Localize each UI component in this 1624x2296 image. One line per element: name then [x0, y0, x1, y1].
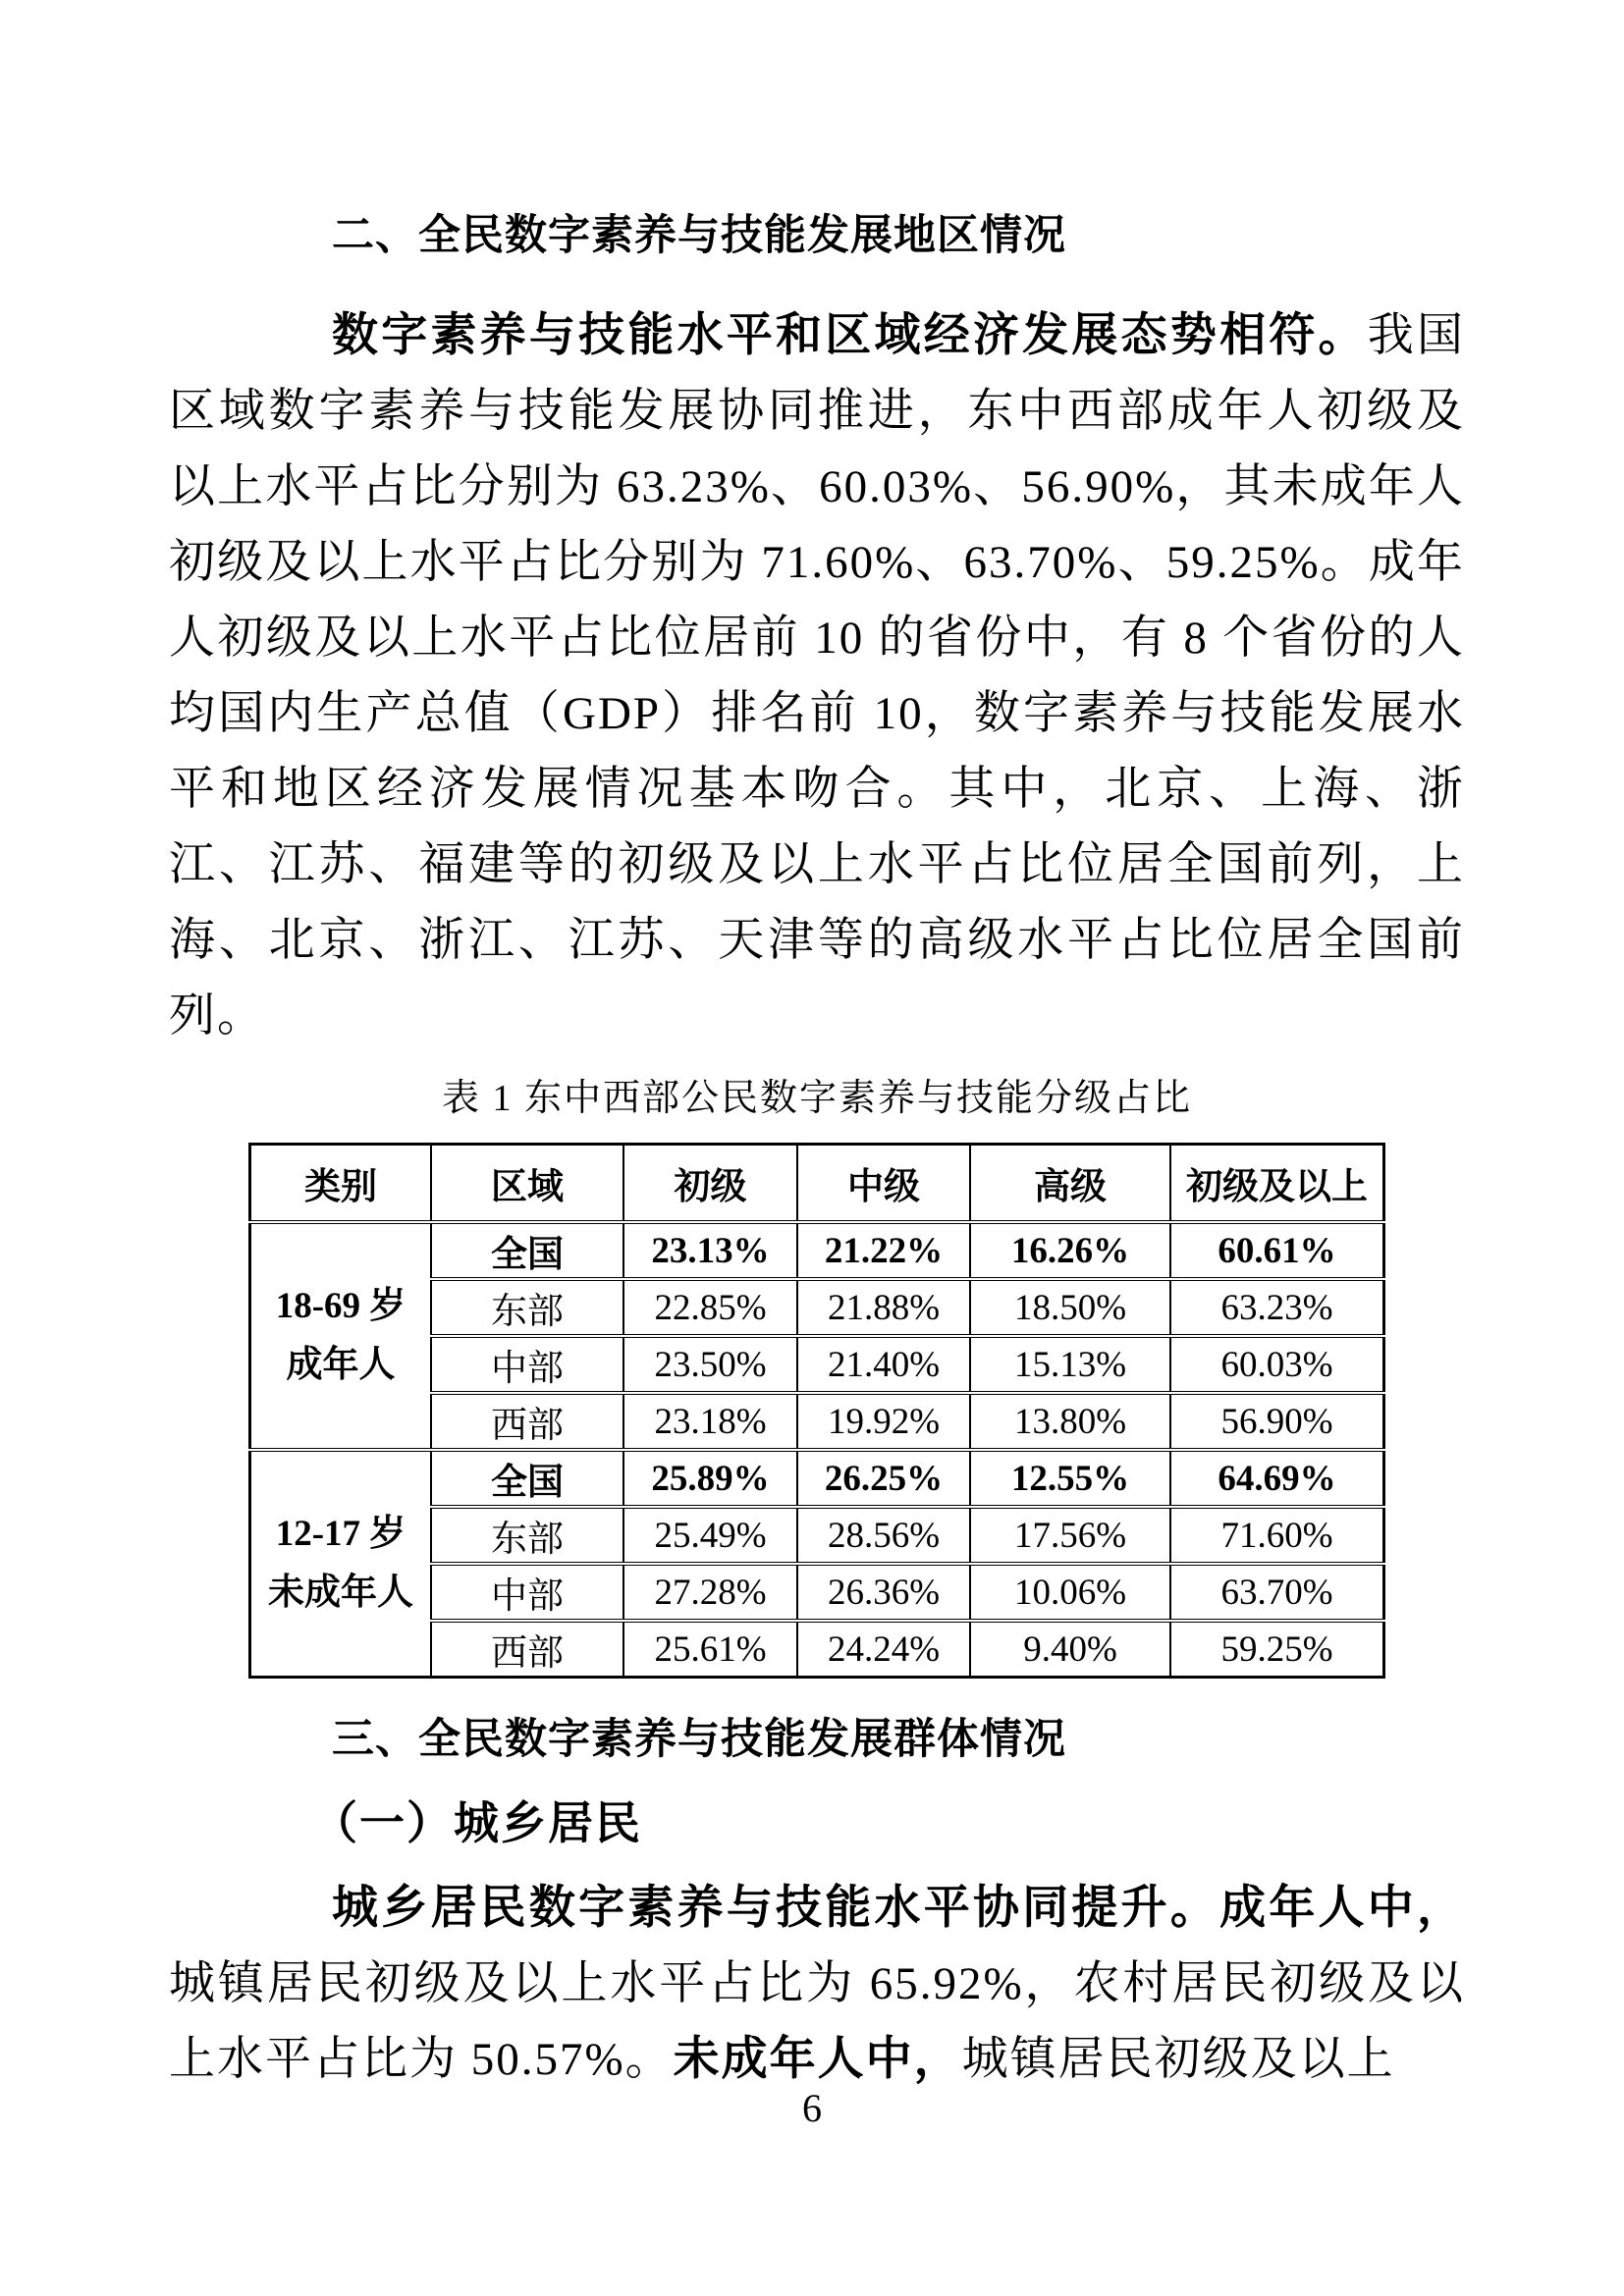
- table-header-row: [250, 1145, 1384, 1223]
- value-cell: 26.25%: [797, 1450, 970, 1507]
- section-2-paragraph: [169, 298, 1465, 1054]
- value-cell: 26.36%: [797, 1564, 970, 1621]
- value-cell: 16.26%: [970, 1222, 1170, 1279]
- value-cell: 12.55%: [970, 1450, 1170, 1507]
- page-number: 6: [802, 2086, 822, 2130]
- grade-table-body: [250, 1222, 1384, 1678]
- value-cell: 64.69%: [1170, 1450, 1384, 1507]
- section-2-paragraph-bold-lead: 数字素养与技能水平和区域经济发展态势相符。: [332, 310, 1368, 361]
- region-cell: 全国: [431, 1450, 623, 1507]
- category-cell: [250, 1450, 432, 1678]
- value-cell: 59.25%: [1170, 1621, 1384, 1678]
- value-cell: 60.03%: [1170, 1336, 1384, 1393]
- value-cell: 25.49%: [623, 1507, 797, 1564]
- value-cell: 25.89%: [623, 1450, 797, 1507]
- section-2-paragraph-text: 我国区域数字素养与技能发展协同推进，东中西部成年人初级及以上水平占比分别为 63.23%、60.03%、56.90%，其未成年人初级及以上水平占比分别为 71.60%、63.70%、59.25%。成年人初级及以上水平占比位居前 10 的省份中，有 8 个省份的人均国内生产总值（GDP）排名前 10，数字素养与技能发展水平和地区经济发展情况基本吻合。其中，北京、上海、浙江、江苏、福建等的初级及以上水平占比位居全国前列，上海、北京、浙江、江苏、天津等的高级水平占比位居全国前列。: [169, 310, 1466, 1041]
- table-header-cell: 高级: [970, 1145, 1170, 1223]
- table-caption: 表 1 东中西部公民数字素养与技能分级占比: [441, 1078, 1192, 1119]
- section-3-paragraph-bold-mid: 未成年人中，: [673, 2034, 962, 2085]
- category-line: 成年人: [286, 1345, 396, 1385]
- grade-table: [248, 1143, 1385, 1679]
- value-cell: 56.90%: [1170, 1393, 1384, 1450]
- category-line: 12-17 岁: [275, 1514, 406, 1554]
- value-cell: 71.60%: [1170, 1507, 1384, 1564]
- table-header-cell: 初级: [623, 1145, 797, 1223]
- value-cell: 9.40%: [970, 1621, 1170, 1678]
- table-row: [250, 1450, 1384, 1507]
- category-line: 18-69 岁: [275, 1286, 406, 1326]
- value-cell: 25.61%: [623, 1621, 797, 1678]
- region-cell: 中部: [431, 1564, 623, 1621]
- table-row: [250, 1222, 1384, 1279]
- value-cell: 13.80%: [970, 1393, 1170, 1450]
- region-cell: 西部: [431, 1621, 623, 1678]
- value-cell: 63.23%: [1170, 1279, 1384, 1336]
- section-3-paragraph-tail: 城镇居民初级及以上: [961, 2034, 1395, 2085]
- region-cell: 中部: [431, 1336, 623, 1393]
- value-cell: 23.50%: [623, 1336, 797, 1393]
- section-3-paragraph-bold-lead: 城乡居民数字素养与技能水平协同提升。成年人中，: [332, 1883, 1465, 1934]
- value-cell: 22.85%: [623, 1279, 797, 1336]
- value-cell: 19.92%: [797, 1393, 970, 1450]
- section-3-paragraph: [169, 1871, 1465, 2098]
- region-cell: 全国: [431, 1222, 623, 1279]
- category-cell: [250, 1222, 432, 1450]
- table-header-cell: 类别: [250, 1145, 432, 1223]
- value-cell: 63.70%: [1170, 1564, 1384, 1621]
- value-cell: 27.28%: [623, 1564, 797, 1621]
- value-cell: 60.61%: [1170, 1222, 1384, 1279]
- table-header-cell: 初级及以上: [1170, 1145, 1384, 1223]
- table-header-cell: 中级: [797, 1145, 970, 1223]
- category-line: 未成年人: [268, 1573, 413, 1613]
- grade-table-head: [250, 1145, 1384, 1223]
- value-cell: 18.50%: [970, 1279, 1170, 1336]
- value-cell: 23.13%: [623, 1222, 797, 1279]
- region-cell: 东部: [431, 1507, 623, 1564]
- section-2-heading: 二、全民数字素养与技能发展地区情况: [332, 212, 1066, 259]
- region-cell: 东部: [431, 1279, 623, 1336]
- section-3-sub-heading: （一）城乡居民: [312, 1798, 642, 1848]
- value-cell: 23.18%: [623, 1393, 797, 1450]
- table-header-cell: 区域: [431, 1145, 623, 1223]
- value-cell: 17.56%: [970, 1507, 1170, 1564]
- value-cell: 21.88%: [797, 1279, 970, 1336]
- section-3-heading: 三、全民数字素养与技能发展群体情况: [332, 1716, 1066, 1763]
- value-cell: 21.40%: [797, 1336, 970, 1393]
- page-content: [169, 0, 1465, 2098]
- section-3-paragraph-text: 城镇居民初级及以上水平占比为 65.92%，农村居民初级及以上水平占比为 50.57%。: [169, 1958, 1465, 2085]
- region-cell: 西部: [431, 1393, 623, 1450]
- value-cell: 15.13%: [970, 1336, 1170, 1393]
- value-cell: 10.06%: [970, 1564, 1170, 1621]
- value-cell: 28.56%: [797, 1507, 970, 1564]
- value-cell: 24.24%: [797, 1621, 970, 1678]
- value-cell: 21.22%: [797, 1222, 970, 1279]
